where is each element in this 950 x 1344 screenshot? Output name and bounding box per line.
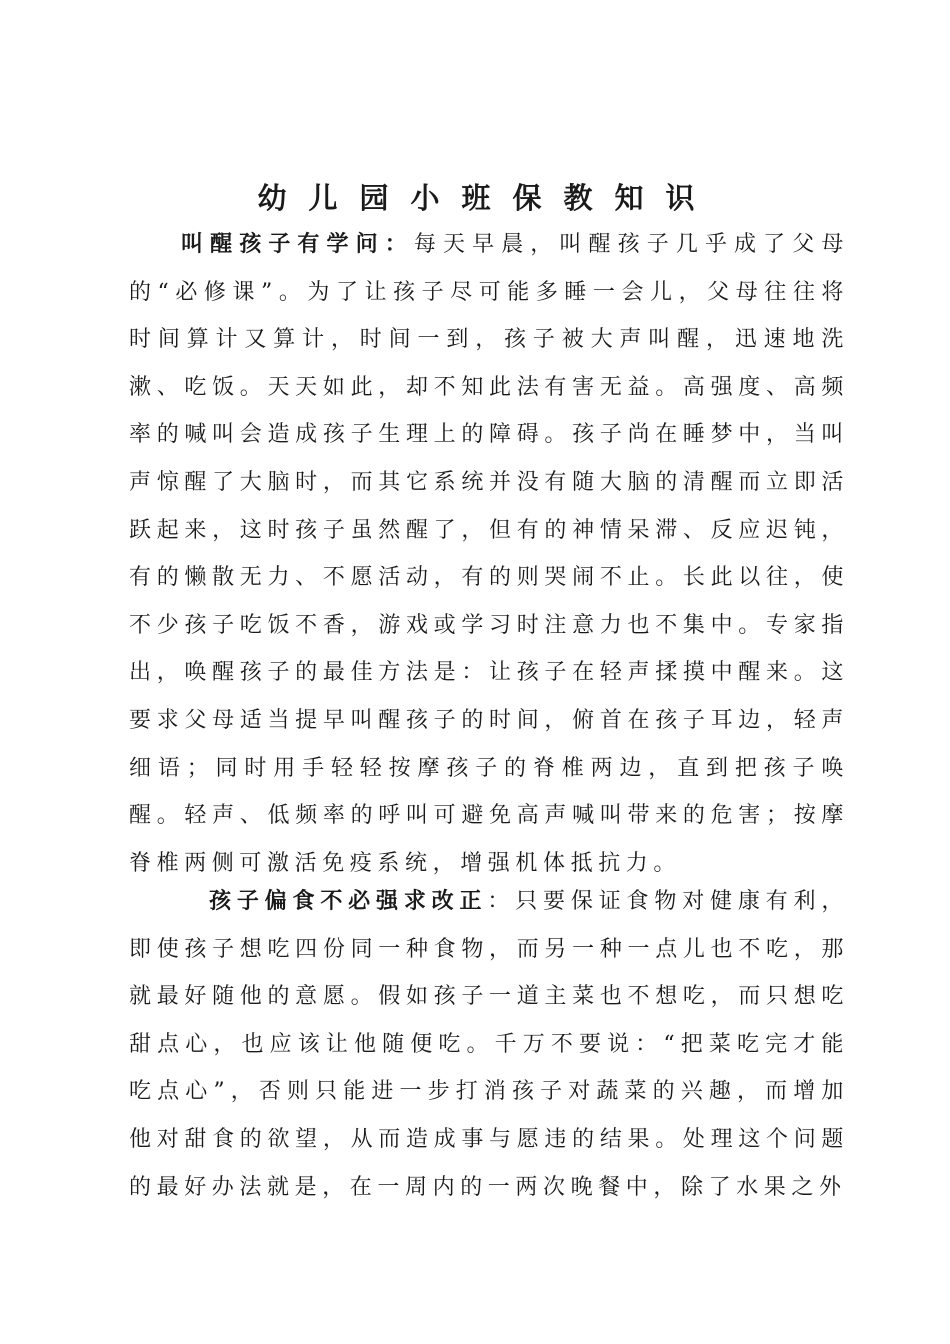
paragraph-lead-waking-children: 叫醒孩子有学问： bbox=[181, 231, 414, 257]
document-title: 幼儿园小班保教知识 bbox=[257, 181, 717, 215]
paragraph-picky-eating bbox=[129, 878, 849, 1211]
paragraph-lead-picky-eating: 孩子偏食不必强求改正 bbox=[209, 888, 488, 914]
paragraph-waking-children bbox=[129, 221, 849, 887]
paragraph-body-waking-children: 每天早晨，叫醒孩子几乎成了父母的“必修课”。为了让孩子尽可能多睡一会儿，父母往往将时间算计又算计，时间一到，孩子被大声叫醒，迅速地洗漱、吃饭。天天如此，却不知此法有害无益。高强度、高频率的喊叫会造成孩子生理上的障碍。孩子尚在睡梦中，当叫声惊醒了大脑时，而其它系统并没有随大脑的清醒而立即活跃起来，这时孩子虽然醒了，但有的神情呆滞、反应迟钝，有的懒散无力、不愿活动，有的则哭闹不止。长此以往，使不少孩子吃饭不香，游戏或学习时注意力也不集中。专家指出，唤醒孩子的最佳方法是：让孩子在轻声揉摸中醒来。这要求父母适当提早叫醒孩子的时间，俯首在孩子耳边，轻声细语；同时用手轻轻按摩孩子的脊椎两边，直到把孩子唤醒。轻声、低频率的呼叫可避免高声喊叫带来的危害；按摩脊椎两侧可激活免疫系统，增强机体抵抗力。 bbox=[129, 232, 849, 876]
paragraph-body-picky-eating: ：只要保证食物对健康有利，即使孩子想吃四份同一种食物，而另一种一点儿也不吃，那就最好随他的意愿。假如孩子一道主菜也不想吃，而只想吃甜点心，也应该让他随便吃。千万不要说：“把菜吃完才能吃点心”，否则只能进一步打消孩子对蔬菜的兴趣，而增加他对甜食的欲望，从而造成事与愿违的结果。处理这个问题的最好办法就是，在一周内的一两次晚餐中，除了水果之外 bbox=[129, 889, 849, 1200]
